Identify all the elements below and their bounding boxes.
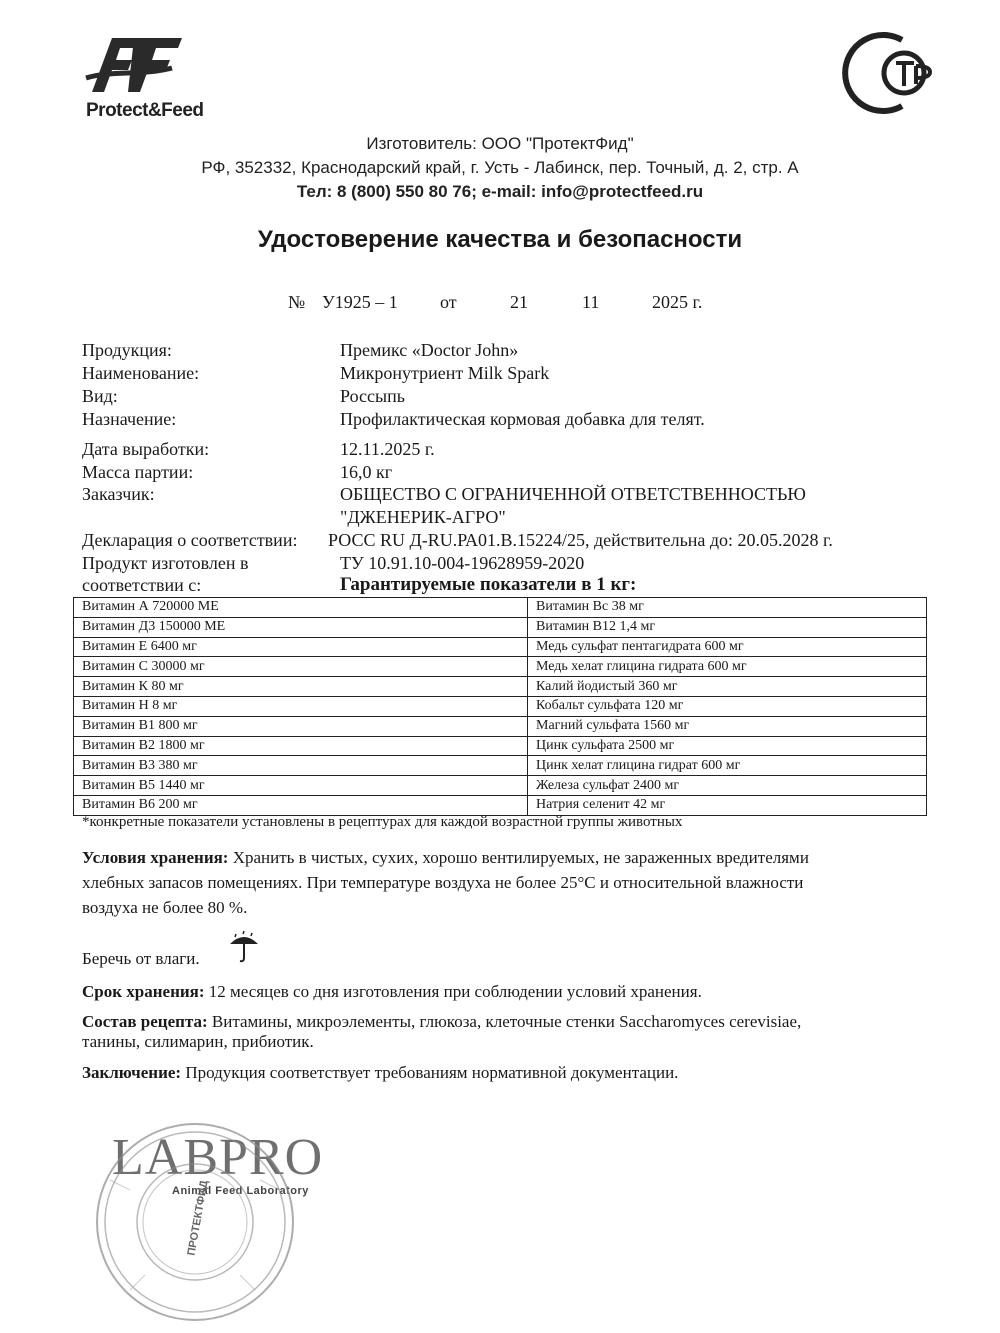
composition-line-1: Витамины, микроэлементы, глюкоза, клеточные стенки Saccharomyces cerevisiae, — [211, 1012, 802, 1031]
table-row — [74, 657, 927, 677]
document-number: У1925 – 1 — [322, 292, 398, 312]
manufacturer-info — [0, 132, 1000, 204]
table-cell-right: Витамин Вс 38 мг — [528, 598, 927, 618]
date-year: 2025 г. — [652, 292, 703, 312]
composition-label: Состав рецепта: — [82, 1012, 208, 1031]
field-value: Микронутриент Milk Spark — [340, 363, 550, 383]
table-row — [74, 696, 927, 716]
table-row — [74, 637, 927, 657]
field-label: Заказчик: — [82, 484, 155, 504]
table-cell-right: Калий йодистый 360 мг — [528, 677, 927, 697]
field-label: Масса партии: — [82, 462, 194, 482]
ingredients-table — [73, 597, 927, 816]
date-from-label: от — [440, 292, 457, 312]
field-value: "ДЖЕНЕРИК-АГРО" — [340, 507, 506, 527]
lab-logo-subtitle: Animal Feed Laboratory — [172, 1185, 309, 1197]
field-value: Россыпь — [340, 386, 405, 406]
table-cell-left: Витамин В1 800 мг — [74, 716, 528, 736]
table-row — [74, 617, 927, 637]
table-row — [74, 716, 927, 736]
umbrella-icon — [226, 930, 262, 964]
table-row — [74, 736, 927, 756]
lab-logo-text: LABPRO — [112, 1129, 324, 1186]
field-value: ОБЩЕСТВО С ОГРАНИЧЕННОЙ ОТВЕТСТВЕННОСТЬЮ — [340, 484, 806, 504]
manufacturer-address: РФ, 352332, Краснодарский край, г. Усть - Лабинск, пер. Точный, д. 2, стр. А — [201, 158, 799, 177]
table-cell-left: Витамин Д3 150000 МЕ — [74, 617, 528, 637]
field-label: Декларация о соответствии: — [82, 530, 298, 550]
storage-line-2: хлебных запасов помещениях. При температуре воздуха не более 25°С и относительной влажности — [82, 873, 804, 892]
table-cell-right: Цинк сульфата 2500 мг — [528, 736, 927, 756]
field-label: Вид: — [82, 386, 118, 406]
recipe-composition — [82, 1012, 942, 1052]
table-cell-left: Витамин В2 1800 мг — [74, 736, 528, 756]
document-title: Удостоверение качества и безопасности — [257, 226, 743, 253]
field-label: Продукт изготовлен в — [82, 553, 249, 573]
table-cell-right: Магний сульфата 1560 мг — [528, 716, 927, 736]
table-cell-right: Медь сульфат пентагидрата 600 мг — [528, 637, 927, 657]
table-cell-left: Витамин В5 1440 мг — [74, 776, 528, 796]
field-value: Премикс «Doctor John» — [340, 340, 519, 360]
number-sign: № — [288, 292, 306, 312]
field-label: Дата выработки: — [82, 439, 210, 459]
field-label: Продукция: — [82, 340, 172, 360]
conclusion-text: Продукция соответствует требованиям нормативной документации. — [185, 1063, 679, 1082]
table-row — [74, 598, 927, 618]
field-value: 16,0 кг — [340, 462, 393, 482]
table-cell-left: Витамин В6 200 мг — [74, 795, 528, 815]
conclusion-label: Заключение: — [82, 1063, 182, 1082]
field-label: Назначение: — [82, 409, 177, 429]
date-month: 11 — [582, 292, 600, 312]
seal-center-text: ПРОТЕКТФИД — [185, 1179, 211, 1257]
field-label: соответствии с: — [82, 575, 202, 595]
table-row — [74, 677, 927, 697]
field-value: РОСС RU Д-RU.РА01.В.15224/25, действительна до: 20.05.2028 г. — [328, 530, 833, 550]
table-cell-right: Натрия селенит 42 мг — [528, 795, 927, 815]
table-row — [74, 776, 927, 796]
field-value: ТУ 10.91.10-004-19628959-2020 — [340, 553, 585, 573]
shelf-life-text: 12 месяцев со дня изготовления при соблюдении условий хранения. — [208, 982, 702, 1001]
table-cell-left: Витамин С 30000 мг — [74, 657, 528, 677]
table-cell-right: Кобальт сульфата 120 мг — [528, 696, 927, 716]
date-day: 21 — [510, 292, 528, 312]
table-cell-right: Цинк хелат глицина гидрат 600 мг — [528, 756, 927, 776]
logo-text: Protect&Feed — [86, 100, 204, 121]
composition-line-2: танины, силимарин, прибиотик. — [82, 1032, 314, 1051]
table-row — [74, 795, 927, 815]
table-row — [74, 756, 927, 776]
manufacturer-contacts: Тел: 8 (800) 550 80 76; e-mail: info@protectfeed.ru — [296, 182, 704, 201]
table-cell-left: Витамин В3 380 мг — [74, 756, 528, 776]
table-cell-right: Медь хелат глицина гидрата 600 мг — [528, 657, 927, 677]
certification-mark-icon — [832, 28, 942, 118]
storage-conditions — [82, 845, 942, 920]
table-cell-right: Витамин В12 1,4 мг — [528, 617, 927, 637]
storage-line-1: Хранить в чистых, сухих, хорошо вентилируемых, не зараженных вредителями — [232, 848, 809, 867]
table-cell-left: Витамин Н 8 мг — [74, 696, 528, 716]
conclusion — [82, 1060, 942, 1085]
table-footnote: *конкретные показатели установлены в рецептурах для каждой возрастной группы животных — [82, 814, 683, 830]
table-cell-left: Витамин А 720000 МЕ — [74, 598, 528, 618]
shelf-life-label: Срок хранения: — [82, 982, 205, 1001]
manufacturer-name: Изготовитель: ООО "ПротектФид" — [366, 134, 634, 153]
field-label: Наименование: — [82, 363, 200, 383]
storage-line-3: воздуха не более 80 %. — [82, 898, 248, 917]
table-cell-left: Витамин Е 6400 мг — [74, 637, 528, 657]
table-cell-right: Железа сульфат 2400 мг — [528, 776, 927, 796]
company-seal-stamp — [90, 1120, 300, 1325]
field-value: 12.11.2025 г. — [340, 439, 435, 459]
table-cell-left: Витамин К 80 мг — [74, 677, 528, 697]
guarantee-title: Гарантируемые показатели в 1 кг: — [340, 574, 637, 595]
moisture-warning: Беречь от влаги. — [82, 949, 200, 968]
shelf-life — [82, 979, 942, 1004]
storage-label: Условия хранения: — [82, 848, 229, 867]
field-value: Профилактическая кормовая добавка для телят. — [340, 409, 705, 429]
